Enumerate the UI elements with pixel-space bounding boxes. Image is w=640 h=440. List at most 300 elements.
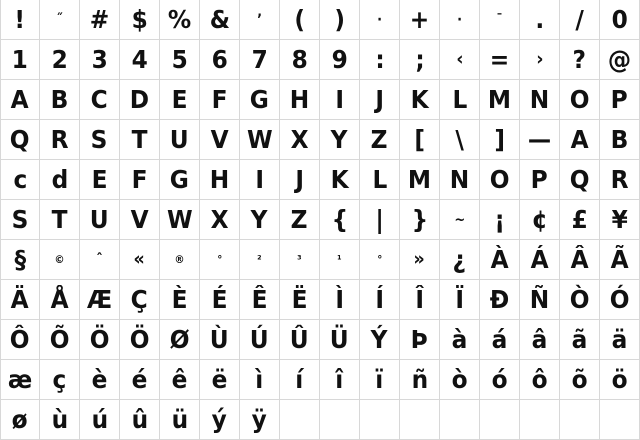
glyph-cell[interactable] (240, 40, 280, 80)
glyph-cell[interactable] (520, 40, 560, 80)
glyph-cell[interactable] (480, 160, 520, 200)
glyph-character: î (335, 365, 344, 394)
glyph-character: â (531, 325, 548, 354)
glyph-character: Û (290, 325, 309, 354)
glyph-cell[interactable] (560, 400, 600, 440)
glyph-cell[interactable] (80, 160, 120, 200)
glyph-cell[interactable] (360, 0, 400, 40)
glyph-character: 3 (91, 45, 108, 74)
glyph-cell[interactable] (40, 160, 80, 200)
glyph-cell[interactable] (560, 240, 600, 280)
glyph-character: Å (50, 285, 69, 314)
glyph-character: ® (174, 253, 185, 266)
glyph-cell[interactable] (80, 0, 120, 40)
glyph-cell[interactable] (160, 160, 200, 200)
glyph-cell[interactable] (440, 400, 480, 440)
glyph-cell[interactable] (0, 200, 40, 240)
glyph-cell[interactable] (200, 280, 240, 320)
glyph-cell[interactable] (160, 320, 200, 360)
glyph-cell[interactable] (360, 240, 400, 280)
glyph-cell[interactable] (520, 0, 560, 40)
glyph-character: ô (531, 365, 548, 394)
glyph-character: ( (294, 5, 305, 34)
glyph-cell[interactable] (440, 200, 480, 240)
glyph-character: Ñ (529, 285, 550, 314)
glyph-character: ¯ (496, 11, 503, 28)
glyph-character: Q (569, 165, 590, 194)
glyph-character: F (131, 165, 148, 194)
glyph-cell[interactable] (0, 0, 40, 40)
glyph-character: T (51, 205, 68, 234)
glyph-cell[interactable] (240, 160, 280, 200)
glyph-character: Y (331, 125, 348, 154)
glyph-cell[interactable] (160, 360, 200, 400)
glyph-cell[interactable] (560, 80, 600, 120)
glyph-character: $ (131, 5, 148, 34)
glyph-cell[interactable] (200, 80, 240, 120)
glyph-cell[interactable] (560, 320, 600, 360)
glyph-cell[interactable] (560, 360, 600, 400)
glyph-cell[interactable] (320, 80, 360, 120)
glyph-character: Q (10, 125, 30, 154)
glyph-cell[interactable] (40, 280, 80, 320)
glyph-cell[interactable] (280, 200, 320, 240)
glyph-character: } (411, 205, 428, 234)
glyph-cell[interactable] (160, 40, 200, 80)
glyph-cell[interactable] (40, 80, 80, 120)
glyph-character: M (407, 165, 432, 194)
glyph-character: û (131, 405, 148, 434)
glyph-character: ò (451, 365, 468, 394)
glyph-character: P (610, 85, 629, 114)
glyph-cell[interactable] (80, 320, 120, 360)
glyph-character: R (610, 165, 629, 194)
glyph-cell[interactable] (400, 120, 440, 160)
glyph-character: ¥ (611, 205, 628, 234)
glyph-character: H (289, 85, 310, 114)
glyph-cell[interactable] (400, 40, 440, 80)
glyph-cell[interactable] (520, 200, 560, 240)
glyph-cell[interactable] (240, 80, 280, 120)
glyph-character: I (335, 85, 344, 114)
glyph-character: S (11, 205, 29, 234)
glyph-cell[interactable] (520, 320, 560, 360)
glyph-cell[interactable] (280, 120, 320, 160)
glyph-cell[interactable] (520, 280, 560, 320)
glyph-character: ç (52, 365, 67, 394)
glyph-cell[interactable] (400, 160, 440, 200)
glyph-character: S (91, 125, 108, 154)
glyph-cell[interactable] (240, 400, 280, 440)
glyph-character: N (449, 165, 470, 194)
glyph-cell[interactable] (440, 240, 480, 280)
glyph-character: G (249, 85, 270, 114)
glyph-cell[interactable] (80, 360, 120, 400)
glyph-cell[interactable] (440, 320, 480, 360)
glyph-cell[interactable] (240, 320, 280, 360)
glyph-cell[interactable] (120, 80, 160, 120)
glyph-cell[interactable] (360, 280, 400, 320)
glyph-character: Ì (335, 285, 344, 314)
glyph-cell[interactable] (0, 120, 40, 160)
glyph-character: Þ (410, 325, 429, 354)
glyph-character: K (410, 85, 429, 114)
glyph-character: V (210, 125, 229, 154)
glyph-character: ~ (454, 211, 465, 228)
glyph-cell[interactable] (240, 280, 280, 320)
glyph-cell[interactable] (40, 40, 80, 80)
glyph-character: ³ (297, 253, 302, 266)
glyph-cell[interactable] (480, 120, 520, 160)
glyph-cell[interactable] (400, 200, 440, 240)
glyph-cell[interactable] (440, 280, 480, 320)
glyph-cell[interactable] (240, 360, 280, 400)
glyph-cell[interactable] (80, 280, 120, 320)
glyph-character: Y (251, 205, 268, 234)
glyph-character: — (527, 125, 552, 154)
glyph-cell[interactable] (480, 0, 520, 40)
glyph-character: Ð (489, 285, 510, 314)
glyph-cell[interactable] (320, 200, 360, 240)
glyph-cell[interactable] (400, 80, 440, 120)
glyph-cell[interactable] (480, 240, 520, 280)
glyph-character: Ú (250, 325, 269, 354)
glyph-character: 1 (11, 45, 29, 74)
glyph-cell[interactable] (600, 240, 640, 280)
glyph-cell[interactable] (360, 160, 400, 200)
glyph-character: & (209, 5, 230, 34)
glyph-cell[interactable] (280, 360, 320, 400)
glyph-cell[interactable] (120, 240, 160, 280)
glyph-character: X (210, 205, 229, 234)
glyph-character: V (130, 205, 149, 234)
glyph-cell[interactable] (560, 120, 600, 160)
glyph-cell[interactable] (40, 320, 80, 360)
glyph-character: æ (7, 365, 33, 394)
glyph-cell[interactable] (160, 0, 200, 40)
glyph-character: | (375, 205, 384, 234)
glyph-character: £ (571, 205, 588, 234)
glyph-character: © (54, 253, 65, 266)
glyph-character: ã (571, 325, 588, 354)
glyph-cell[interactable] (360, 320, 400, 360)
glyph-cell[interactable] (520, 160, 560, 200)
glyph-character: à (451, 325, 468, 354)
glyph-character: I (255, 165, 264, 194)
glyph-cell[interactable] (280, 40, 320, 80)
glyph-character: Ò (569, 285, 590, 314)
glyph-cell[interactable] (200, 240, 240, 280)
glyph-character: » (413, 248, 426, 270)
glyph-character: % (167, 5, 192, 34)
glyph-character: õ (571, 365, 588, 394)
glyph-cell[interactable] (80, 200, 120, 240)
glyph-character: Ö (129, 325, 150, 354)
glyph-cell[interactable] (520, 120, 560, 160)
glyph-cell[interactable] (80, 40, 120, 80)
glyph-cell[interactable] (240, 120, 280, 160)
glyph-cell[interactable] (400, 280, 440, 320)
glyph-character: F (211, 85, 228, 114)
glyph-cell[interactable] (440, 40, 480, 80)
glyph-character: ó (491, 365, 508, 394)
glyph-cell[interactable] (600, 400, 640, 440)
glyph-cell[interactable] (80, 120, 120, 160)
glyph-cell[interactable] (320, 280, 360, 320)
glyph-character: X (290, 125, 309, 154)
glyph-cell[interactable] (400, 360, 440, 400)
glyph-cell[interactable] (120, 0, 160, 40)
glyph-character: U (90, 205, 109, 234)
glyph-cell[interactable] (160, 200, 200, 240)
glyph-cell[interactable] (600, 40, 640, 80)
glyph-cell[interactable] (280, 400, 320, 440)
glyph-cell[interactable] (480, 40, 520, 80)
glyph-character: Ô (10, 325, 30, 354)
glyph-cell[interactable] (0, 320, 40, 360)
glyph-cell[interactable] (520, 400, 560, 440)
glyph-character: A (570, 125, 589, 154)
glyph-cell[interactable] (280, 80, 320, 120)
glyph-cell[interactable] (0, 80, 40, 120)
glyph-cell[interactable] (320, 400, 360, 440)
glyph-cell[interactable] (400, 320, 440, 360)
glyph-character: Ë (291, 285, 308, 314)
glyph-character: ú (91, 405, 108, 434)
glyph-cell[interactable] (200, 0, 240, 40)
glyph-cell[interactable] (40, 400, 80, 440)
glyph-cell[interactable] (280, 280, 320, 320)
glyph-cell[interactable] (600, 320, 640, 360)
glyph-character: [ (414, 125, 425, 154)
glyph-cell[interactable] (360, 360, 400, 400)
glyph-cell[interactable] (600, 120, 640, 160)
glyph-cell[interactable] (480, 200, 520, 240)
glyph-cell[interactable] (0, 40, 40, 80)
glyph-cell[interactable] (600, 160, 640, 200)
glyph-cell[interactable] (200, 320, 240, 360)
glyph-cell[interactable] (0, 240, 40, 280)
glyph-cell[interactable] (520, 360, 560, 400)
glyph-character: ë (211, 365, 228, 394)
glyph-cell[interactable] (440, 0, 480, 40)
glyph-character: D (129, 85, 150, 114)
glyph-character: § (14, 245, 26, 274)
glyph-cell[interactable] (360, 400, 400, 440)
glyph-character: ! (14, 5, 26, 34)
glyph-character: ÿ (251, 405, 268, 434)
glyph-cell[interactable] (520, 240, 560, 280)
glyph-character: ¡ (494, 205, 505, 234)
glyph-cell[interactable] (320, 40, 360, 80)
glyph-cell[interactable] (160, 120, 200, 160)
glyph-cell[interactable] (320, 240, 360, 280)
glyph-cell[interactable] (480, 80, 520, 120)
glyph-cell[interactable] (160, 80, 200, 120)
glyph-cell[interactable] (120, 120, 160, 160)
glyph-cell[interactable] (560, 280, 600, 320)
glyph-character: R (50, 125, 69, 154)
glyph-character: J (295, 165, 304, 194)
glyph-cell[interactable] (200, 360, 240, 400)
glyph-character: ä (611, 325, 628, 354)
glyph-character: Z (291, 205, 308, 234)
glyph-character: \ (455, 125, 464, 154)
glyph-cell[interactable] (320, 160, 360, 200)
glyph-cell[interactable] (560, 160, 600, 200)
glyph-cell[interactable] (80, 400, 120, 440)
glyph-cell[interactable] (480, 280, 520, 320)
glyph-cell[interactable] (200, 40, 240, 80)
glyph-character: ü (171, 405, 188, 434)
glyph-cell[interactable] (120, 40, 160, 80)
glyph-character: = (489, 45, 510, 74)
glyph-cell[interactable] (440, 160, 480, 200)
glyph-character: P (530, 165, 549, 194)
glyph-cell[interactable] (400, 240, 440, 280)
glyph-cell[interactable] (120, 200, 160, 240)
glyph-character: J (375, 85, 384, 114)
glyph-cell[interactable] (0, 360, 40, 400)
glyph-character: ï (375, 365, 384, 394)
glyph-cell[interactable] (120, 400, 160, 440)
glyph-cell[interactable] (560, 40, 600, 80)
glyph-character: / (575, 5, 584, 34)
glyph-character: O (569, 85, 590, 114)
glyph-character: · (377, 11, 382, 28)
glyph-cell[interactable] (120, 320, 160, 360)
glyph-cell[interactable] (240, 240, 280, 280)
glyph-cell[interactable] (120, 160, 160, 200)
glyph-cell[interactable] (480, 320, 520, 360)
glyph-cell[interactable] (600, 200, 640, 240)
glyph-character: B (610, 125, 629, 154)
glyph-cell[interactable] (400, 400, 440, 440)
glyph-character: + (409, 5, 430, 34)
glyph-character: ˆ (96, 251, 103, 268)
glyph-cell[interactable] (360, 120, 400, 160)
glyph-character: Ö (89, 325, 110, 354)
glyph-cell[interactable] (120, 360, 160, 400)
glyph-cell[interactable] (40, 240, 80, 280)
glyph-cell[interactable] (400, 0, 440, 40)
glyph-cell[interactable] (40, 200, 80, 240)
glyph-cell[interactable] (560, 0, 600, 40)
glyph-character: { (331, 205, 348, 234)
glyph-character: N (529, 85, 550, 114)
glyph-character: d (51, 165, 68, 194)
glyph-cell[interactable] (360, 80, 400, 120)
glyph-cell[interactable] (480, 360, 520, 400)
glyph-cell[interactable] (120, 280, 160, 320)
glyph-character: @ (607, 45, 632, 74)
glyph-cell[interactable] (200, 200, 240, 240)
glyph-character: Z (371, 125, 388, 154)
glyph-character: L (372, 165, 387, 194)
glyph-cell[interactable] (40, 120, 80, 160)
glyph-character: · (457, 11, 462, 28)
glyph-character: 5 (171, 45, 188, 74)
glyph-cell[interactable] (320, 360, 360, 400)
glyph-character: « (133, 248, 146, 270)
glyph-character: í (295, 365, 304, 394)
glyph-character: 4 (131, 45, 148, 74)
glyph-character: Ê (251, 285, 268, 314)
glyph-character: Õ (49, 325, 70, 354)
glyph-cell[interactable] (600, 80, 640, 120)
glyph-cell[interactable] (280, 240, 320, 280)
glyph-cell[interactable] (440, 80, 480, 120)
glyph-cell[interactable] (440, 120, 480, 160)
glyph-character: Æ (86, 285, 113, 314)
glyph-cell[interactable] (280, 320, 320, 360)
glyph-cell[interactable] (0, 160, 40, 200)
glyph-cell[interactable] (40, 0, 80, 40)
glyph-character: Á (530, 245, 549, 274)
glyph-cell[interactable] (520, 80, 560, 120)
glyph-character: H (209, 165, 230, 194)
glyph-character: . (535, 5, 544, 34)
glyph-character: U (170, 125, 189, 154)
glyph-cell[interactable] (240, 200, 280, 240)
glyph-character: 2 (51, 45, 68, 74)
glyph-character: ) (334, 5, 345, 34)
glyph-character: O (489, 165, 510, 194)
glyph-character: T (131, 125, 148, 154)
glyph-cell[interactable] (320, 120, 360, 160)
glyph-character: A (10, 85, 29, 114)
glyph-cell[interactable] (600, 360, 640, 400)
glyph-character: ì (255, 365, 264, 394)
glyph-cell[interactable] (280, 0, 320, 40)
glyph-cell[interactable] (160, 400, 200, 440)
glyph-character: 6 (211, 45, 228, 74)
glyph-character: é (131, 365, 148, 394)
glyph-cell[interactable] (240, 0, 280, 40)
glyph-cell[interactable] (200, 400, 240, 440)
glyph-cell[interactable] (320, 320, 360, 360)
glyph-cell[interactable] (480, 400, 520, 440)
glyph-character: Ø (169, 325, 190, 354)
glyph-cell[interactable] (360, 200, 400, 240)
glyph-cell[interactable] (600, 0, 640, 40)
glyph-cell[interactable] (320, 0, 360, 40)
glyph-character: M (487, 85, 512, 114)
glyph-cell[interactable] (0, 280, 40, 320)
glyph-cell[interactable] (440, 360, 480, 400)
glyph-cell[interactable] (160, 240, 200, 280)
glyph-character: ø (12, 405, 28, 434)
glyph-cell[interactable] (560, 200, 600, 240)
glyph-character: 8 (291, 45, 308, 74)
glyph-cell[interactable] (80, 240, 120, 280)
glyph-character: Î (415, 285, 424, 314)
glyph-character: ; (414, 45, 425, 74)
glyph-cell[interactable] (600, 280, 640, 320)
glyph-character: ’ (257, 11, 262, 28)
glyph-character: ¢ (531, 205, 548, 234)
glyph-character: : (374, 45, 385, 74)
glyph-cell[interactable] (200, 160, 240, 200)
glyph-character: Ó (609, 285, 630, 314)
glyph-cell[interactable] (360, 40, 400, 80)
glyph-cell[interactable] (160, 280, 200, 320)
glyph-cell[interactable] (0, 400, 40, 440)
glyph-cell[interactable] (40, 360, 80, 400)
glyph-cell[interactable] (200, 120, 240, 160)
glyph-cell[interactable] (280, 160, 320, 200)
glyph-cell[interactable] (80, 80, 120, 120)
